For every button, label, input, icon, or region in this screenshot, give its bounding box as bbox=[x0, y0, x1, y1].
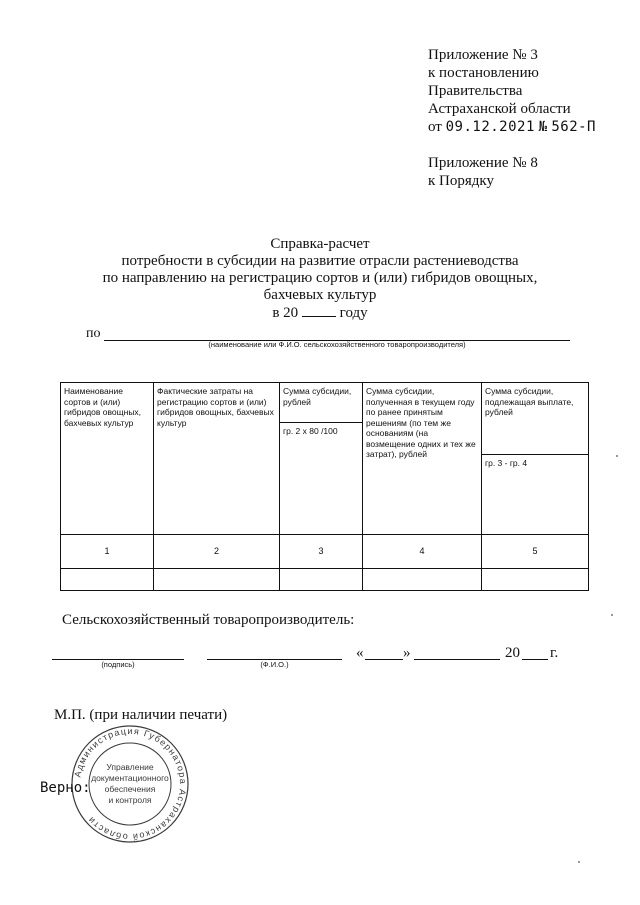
quote-close: » bbox=[403, 645, 411, 661]
resolution-date: 09.12.2021 bbox=[445, 119, 535, 135]
sign-year-field[interactable] bbox=[522, 659, 548, 660]
appendix-line: к Порядку bbox=[428, 173, 494, 189]
column-number: 5 bbox=[482, 535, 589, 569]
title-line: бахчевых культур bbox=[263, 287, 377, 303]
resolution-date-line bbox=[428, 118, 596, 136]
formula-cell-col5: гр. 3 - гр. 4 bbox=[482, 455, 589, 535]
year-blank-field[interactable] bbox=[302, 304, 336, 317]
header-cell-subsidy-amount: Сумма субсидии, рублей bbox=[280, 383, 363, 423]
title-year-line bbox=[0, 304, 640, 322]
appendix-block bbox=[428, 46, 596, 190]
appendix-line: Приложение № 3 bbox=[428, 47, 538, 63]
data-cell[interactable] bbox=[61, 569, 154, 591]
header-cell-crop-name: Наименование сортов и (или) гибридов овощных, бахчевых культур bbox=[61, 383, 154, 535]
data-cell[interactable] bbox=[154, 569, 280, 591]
certified-mark: Верно: bbox=[40, 780, 91, 796]
scan-speck bbox=[578, 861, 580, 863]
number-prefix: № bbox=[538, 119, 548, 135]
column-number: 4 bbox=[363, 535, 482, 569]
column-number: 2 bbox=[154, 535, 280, 569]
sign-year-prefix: 20 bbox=[505, 645, 520, 661]
title-line: по направлению на регистрацию сортов и (или) гибридов овощных, bbox=[102, 270, 538, 286]
header-cell-subsidy-payable: Сумма субсидии, подлежащая выплате, рублей bbox=[482, 383, 589, 455]
year-suffix: году bbox=[339, 305, 368, 321]
column-number: 3 bbox=[280, 535, 363, 569]
column-number: 1 bbox=[61, 535, 154, 569]
header-cell-actual-costs: Фактические затраты на регистрацию сортов и (или) гибридов овощных, бахчевых культур bbox=[154, 383, 280, 535]
appendix-line: к постановлению bbox=[428, 65, 539, 81]
stamp-center-line: Управление bbox=[106, 762, 154, 772]
header-cell-received-subsidy: Сумма субсидии, полученная в текущем году по ранее принятым решениям (по тем же основаниям (на возмещение одних и тех же затрат), рублей bbox=[363, 383, 482, 535]
stamp-ring-text: Администрация Губернатора Астраханской области bbox=[72, 725, 189, 843]
resolution-number: 562-П bbox=[551, 119, 596, 135]
date-prefix: от bbox=[428, 119, 442, 135]
seal-placeholder: М.П. (при наличии печати) bbox=[54, 707, 228, 723]
recipient-label: по bbox=[86, 326, 101, 341]
recipient-hint: (наименование или Ф.И.О. сельскохозяйственного товаропроизводителя) bbox=[208, 340, 466, 349]
producer-label: Сельскохозяйственный товаропроизводитель: bbox=[62, 612, 355, 628]
day-field[interactable] bbox=[365, 659, 403, 660]
scan-speck bbox=[611, 614, 613, 616]
name-hint: (Ф.И.О.) bbox=[260, 660, 289, 669]
data-cell[interactable] bbox=[482, 569, 589, 591]
appendix-line: Приложение № 8 bbox=[428, 155, 538, 171]
stamp-center-line: документационного bbox=[91, 773, 169, 783]
signature-hint: (подпись) bbox=[101, 660, 135, 669]
data-cell[interactable] bbox=[280, 569, 363, 591]
title-line: потребности в субсидии на развитие отрасли растениеводства bbox=[121, 253, 519, 269]
sign-year-suffix: г. bbox=[550, 645, 559, 661]
title-line: Справка-расчет bbox=[270, 236, 370, 252]
stamp-center-line: и контроля bbox=[108, 795, 152, 805]
appendix-line: Астраханской области bbox=[428, 101, 571, 117]
document-title bbox=[0, 236, 640, 322]
scan-speck bbox=[616, 455, 618, 457]
quote-open: « bbox=[356, 645, 364, 661]
data-cell[interactable] bbox=[363, 569, 482, 591]
month-field[interactable] bbox=[414, 659, 500, 660]
stamp-center-line: обеспечения bbox=[104, 784, 156, 794]
calculation-table bbox=[60, 382, 589, 591]
appendix-line: Правительства bbox=[428, 83, 523, 99]
formula-cell-col3: гр. 2 х 80 /100 bbox=[280, 423, 363, 535]
year-prefix: в 20 bbox=[272, 305, 299, 321]
